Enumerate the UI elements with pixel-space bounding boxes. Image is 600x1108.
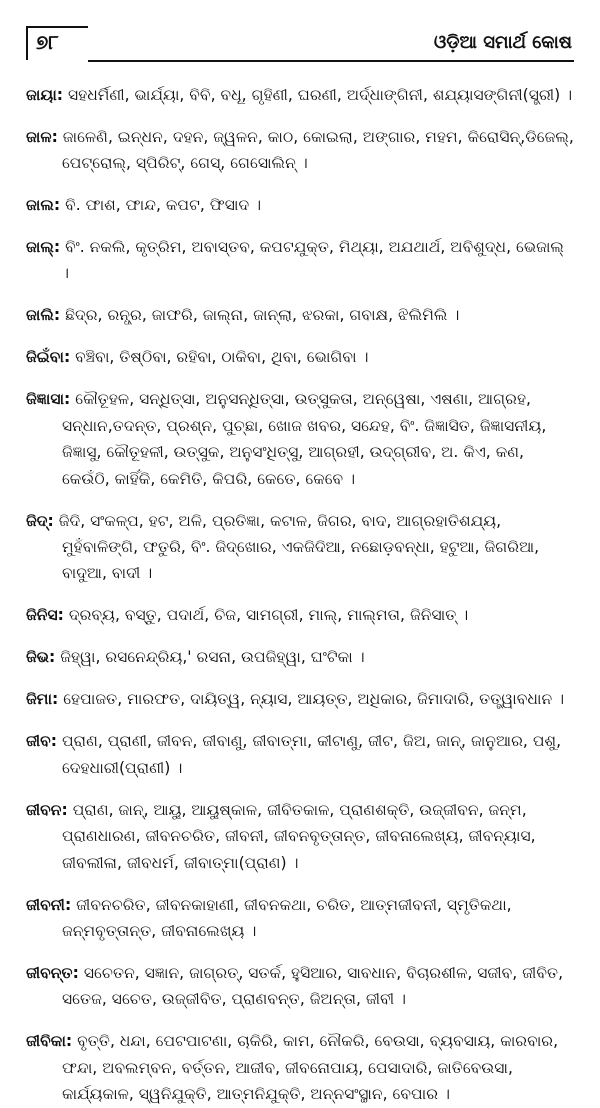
entry-headword: ଜିଇଁବା: <box>26 348 71 367</box>
entry-synonyms: ପ୍ରାଣ, ଜାନ୍, ଆୟୁ, ଆୟୁଷ୍କାଳ, ଜୀବିତକାଳ, ପ୍ରାଣଶକ୍ତି, ଉଜ୍ଜୀବନ, ଜନ୍ମ, ପ୍ରାଣଧାରଣ, ଜୀବନଚରିତ, ଜୀବନୀ, ଜୀବନବୃତ୍ତାନ୍ତ, ଜୀବନାଲେଖ୍ୟ, ଜୀବନ୍ୟାସ, ଜୀବଲୀଳା, ଜୀବଧର୍ମ, ଜୀବାତ୍ମା(ପ୍ରାଣ) । <box>62 800 536 872</box>
dictionary-entry <box>26 344 574 370</box>
entry-synonyms: ଦ୍ରବ୍ୟ, ବସ୍ତୁ, ପଦାର୍ଥ, ଚିଜ, ସାମଗ୍ରୀ, ମାଲ୍, ମାଲ୍‌ମତା, ଜିନିସାତ୍ । <box>63 606 469 625</box>
entry-synonyms: ଜାଳେଣି, ଇନ୍ଧନ, ଦହନ, ଜ୍ୱଳନ, କାଠ, କୋଇଲା, ଅଙ୍ଗାର, ମହମ, କିରୋସିନ୍,ଡିଜେଲ୍, ପେଟ୍ରୋଲ୍, ସ୍ପିରିଟ୍, ଗେସ୍, ଗେସୋଲିନ୍ । <box>57 127 574 172</box>
dictionary-entry <box>26 82 574 108</box>
book-title: ଓଡ଼ିଆ ସମାର୍ଥ କୋଷ <box>433 32 572 53</box>
entry-synonyms: ହେପାଜତ, ମାରଫତ, ଦାୟିତ୍ୱ, ନ୍ୟାସ, ଆୟତ୍ତ, ଅଧିକାର, ଜିମାଦାରି, ତତ୍ତ୍ୱାବଧାନ । <box>58 690 565 709</box>
dictionary-entry <box>26 686 574 712</box>
dictionary-entry <box>26 234 574 287</box>
entry-headword: ଜୀବନ: <box>26 800 68 819</box>
entry-synonyms: ବିଂ. ନକଲି, କୃତ୍ରିମ, ଅବାସ୍ତବ, କପଟଯୁକ୍ତ, ମିଥ୍ୟା, ଅଯଥାର୍ଥ, ଅବିଶୁଦ୍ଧ, ଭେଜାଲ୍ । <box>60 238 565 283</box>
entry-headword: ଜିଜ୍ଞାସା: <box>26 390 71 409</box>
header-rule <box>88 60 574 62</box>
dictionary-entry <box>26 797 574 876</box>
entry-headword: ଜାଲି: <box>26 306 61 325</box>
entry-headword: ଜୀବ: <box>26 732 58 751</box>
dictionary-entry <box>26 386 574 492</box>
entry-headword: ଜୀବନୀ: <box>26 895 72 914</box>
entry-synonyms: ବି. ଫାଶ, ଫାନ୍ଦ, କପଟ, ଫିସାଦ । <box>60 196 262 214</box>
entry-synonyms: କୌତୂହଳ, ସନ୍ଧିତ୍ସା, ଅନୁସନ୍ଧିତ୍ସା, ଉତ୍ସୁକତା, ଅନ୍ୱେଷା, ଏଷଣା, ଆଗ୍ରହ, ସନ୍ଧାନ,ତଦନ୍ତ, ପ୍ରଶ୍ନ, ପୁଚ୍ଛା, ଖୋଜ ଖବର, ସନ୍ଦେହ, ବିଂ. ଜିଜ୍ଞାସିତ, ଜିଜ୍ଞାସନୀୟ, ଜିଜ୍ଞାସୁ, କୌତୂହଳୀ, ଉତ୍ସୁକ, ଅନୁସଂଧିତ୍ସୁ, ଆଗ୍ରହୀ, ଉଦ୍‌ଗ୍ରୀବ, ଅ. କିଏ, କଣ, କେଉଁଠି, କାହିଁକି, କେମିତି, କିପରି, କେତେ, କେବେ । <box>62 390 547 488</box>
entry-headword: ଜାଳ: <box>26 127 58 146</box>
entry-synonyms: ଜିହ୍ୱା, ରସନେନ୍ଦ୍ରିୟ,' ରସନା, ଉପଜିହ୍ୱା, ଘଂଟିକା । <box>55 648 365 667</box>
dictionary-entry <box>26 644 574 670</box>
entry-synonyms: ଛିଦ୍ର, ରନ୍ଧ୍ର, ଜାଫରି, ଜାଲ୍‌ନା, ଜାନ୍‌ଲା, ଝରକା, ଗବାକ୍ଷ, ଝିଲିମିଲି । <box>60 306 460 325</box>
dictionary-entry <box>26 960 574 1013</box>
dictionary-entry <box>26 192 574 218</box>
entry-synonyms: ଜୀବନଚରିତ, ଜୀବନକାହାଣୀ, ଜୀବନକଥା, ଚରିତ, ଆତ୍ମଜୀବନୀ, ସ୍ମୃତିକଥା, ଜନ୍ମବୃତ୍ତାନ୍ତ, ଜୀବନାଲେଖ୍ୟ । <box>62 895 512 941</box>
entry-headword: ଜାଲ୍: <box>26 238 61 256</box>
entry-synonyms: ଜିଦି, ସଂକଳ୍ପ, ହଟ, ଅଳି, ପ୍ରତିଜ୍ଞା, କଟାଳ, ଜିଗର, ବାଦ, ଆଗ୍ରହାତିଶଯ୍ୟ, ମୁହଁବାଳିଙ୍ଗି, ଫତୁରି, ବିଂ. ଜିଦ୍‌ଖୋର, ଏକଜିଦିଆ, ନଛୋଡ଼ବନ୍ଧା, ହଟୁଆ, ଜିଗରିଆ, ବାଦୁଆ, ବାଦୀ । <box>53 511 540 583</box>
dictionary-entry <box>26 508 574 587</box>
entry-headword: ଜାୟା: <box>26 85 63 104</box>
dictionary-entry <box>26 602 574 628</box>
entry-synonyms: ବଞ୍ଚିବା, ତିଷ୍ଠିବା, ରହିବା, ଠାକିବା, ଥିବା, ଭୋଗିବା । <box>70 348 369 367</box>
entry-headword: ଜିମା: <box>26 690 59 709</box>
dictionary-entry <box>26 1028 574 1107</box>
dictionary-entry <box>26 728 574 781</box>
page-number: ୭୮ <box>36 30 59 54</box>
entry-synonyms: ପ୍ରାଣ, ପ୍ରାଣୀ, ଜୀବନ, ଜୀବାଣୁ, ଜୀବାତ୍ମା, କୀଟାଣୁ, ଜୀଟ, ଜିଅ, ଜାନ୍, ଜାନୁଆର, ପଶୁ, ଦେହଧାରୀ(ପ୍ରାଣୀ) । <box>57 732 562 777</box>
entry-synonyms: ସହଧର୍ମିଣୀ, ଭାର୍ଯ୍ୟା, ବିବି, ବଧୂ, ଗୃହିଣୀ, ଘରଣୀ, ଅର୍ଦ୍ଧାଙ୍ଗିନୀ, ଶଯ୍ୟାସଙ୍ଗିନୀ(ସ୍ତ୍ରୀ) । <box>63 85 573 104</box>
entry-headword: ଜିନିସ: <box>26 606 64 625</box>
page-header <box>26 22 574 66</box>
entry-list <box>26 82 574 1108</box>
entry-headword: ଜିଦ୍: <box>26 511 54 530</box>
entry-headword: ଜିଭ: <box>26 648 56 667</box>
entry-synonyms: ସଚେତନ, ସଜ୍ଞାନ, ଜାଗ୍ରତ୍, ସତର୍କ, ହୁସିଆର, ସାବଧାନ, ବିଚାରଶୀଳ, ସଜୀବ, ଜୀବିତ, ସତେଜ, ସଚେତ, ଉଜ୍ଜୀବିତ, ପ୍ରାଣବନ୍ତ, ଜିଅନ୍ତା, ଜୀବୀ । <box>62 964 564 1009</box>
entry-headword: ଜୀବିକା: <box>26 1032 73 1051</box>
dictionary-entry <box>26 302 574 328</box>
dictionary-entry <box>26 892 574 945</box>
dictionary-entry <box>26 124 574 177</box>
entry-headword: ଜୀବନ୍ତ: <box>26 964 79 983</box>
entry-synonyms: ବୃତ୍ତି, ଧନ୍ଦା, ପେଟପାଟଣା, ଚାକିରି, କାମ, ନୌକରି, ବେଉସା, ବ୍ୟବସାୟ, କାରବାର, ଫନ୍ଦା, ଅବଲମ୍ବନ, ବର୍ତ୍ତନ, ଆଜୀବ, ଜୀବନୋପାୟ, ପେସାଦାରି, ଜାତିବେଉସା, କାର୍ଯ୍ୟକାଳ, ସ୍ୱନିଯୁକ୍ତି, ଆତ୍ମନିଯୁକ୍ତି, ଅନ୍ନସଂସ୍ଥାନ, ବେପାର । <box>62 1032 559 1104</box>
entry-headword: ଜାଲ: <box>26 196 61 214</box>
